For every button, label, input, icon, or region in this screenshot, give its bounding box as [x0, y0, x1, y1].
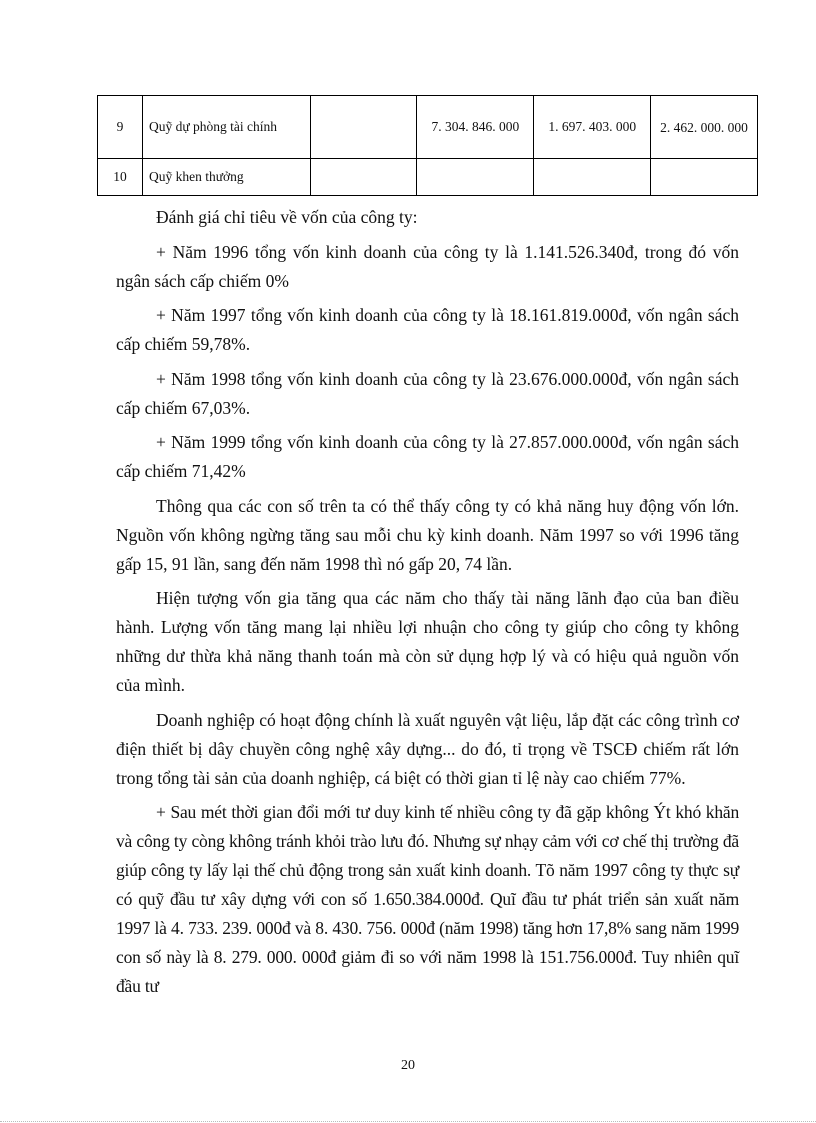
row-value-1: 7. 304. 846. 000 [417, 96, 534, 159]
paragraph-1996: + Năm 1996 tổng vốn kinh doanh của công ty là 1.141.526.340đ, trong đó vốn ngân sách cấp chiếm 0% [116, 241, 739, 291]
table-row [98, 96, 758, 159]
paragraph-fixed-assets: Doanh nghiệp có hoạt động chính là xuất nguyên vật liệu, lắp đặt các công trình cơ điện thiết bị dây chuyền công nghệ xây dựng... do đó, tỉ trọng về TSCĐ chiếm rất lớn trong tổng tài sản của doanh nghiệp, cá biệt có thời gian tỉ lệ này cao chiếm 77%. [116, 709, 739, 788]
row-value-3: 2. 462. 000. 000 [651, 96, 758, 159]
body-text [116, 203, 739, 1007]
row-cell-empty [310, 159, 417, 196]
row-item-name: Quỹ dự phòng tài chính [142, 96, 310, 159]
row-cell-empty [310, 96, 417, 159]
row-value-3 [651, 159, 758, 196]
row-number: 9 [98, 96, 143, 159]
paragraph-1999: + Năm 1999 tổng vốn kinh doanh của công ty là 27.857.000.000đ, vốn ngân sách cấp chiếm 71,42% [116, 432, 739, 481]
page-bottom-divider [0, 1121, 816, 1122]
paragraph-capital-growth: Hiện tượng vốn gia tăng qua các năm cho thấy tài năng lãnh đạo của ban điều hành. Lượng vốn tăng mang lại nhiều lợi nhuận cho công ty giúp cho công ty không những dư thừa khả năng thanh toán mà còn sử dụng hợp lý và có hiệu quả nguồn vốn của mình. [116, 588, 739, 695]
paragraph-1998: + Năm 1998 tổng vốn kinh doanh của công ty là 23.676.000.000đ, vốn ngân sách cấp chiếm 67,03%. [116, 368, 739, 418]
page-number: 20 [401, 1058, 415, 1073]
row-item-name: Quỹ khen thưởng [142, 159, 310, 196]
table-row [98, 159, 758, 196]
row-value-1 [417, 159, 534, 196]
paragraph-capital-mobilization: Thông qua các con số trên ta có thể thấy công ty có khả năng huy động vốn lớn. Nguồn vốn không ngừng tăng sau mỗi chu kỳ kinh doanh. Năm 1997 so với 1996 tăng gấp 15, 91 lần, sang đến năm 1998 thì nó gấp 20, 74 lần. [116, 495, 739, 574]
row-value-2 [534, 159, 651, 196]
row-number: 10 [98, 159, 143, 196]
section-heading: Đánh giá chỉ tiêu về vốn của công ty: [156, 207, 418, 227]
paragraph-1997: + Năm 1997 tổng vốn kinh doanh của công ty là 18.161.819.000đ, vốn ngân sách cấp chiếm 59,78%. [116, 305, 739, 354]
paragraph-investment-fund: + Sau mét thời gian đổi mới tư duy kinh tế nhiều công ty đã gặp không Ýt khó khăn và công ty còng không tránh khỏi trào lưu đó. Nhưng sự nhạy cảm với cơ chế thị trường đã giúp công ty lấy lại thế chủ động trong sản xuất kinh doanh. Tõ năm 1997 công ty thực sự có quỹ đầu tư xây dựng với con số 1.650.384.000đ. Quĩ đầu tư phát triển sản xuất năm 1997 là 4. 733. 239. 000đ và 8. 430. 756. 000đ (năm 1998) tăng hơn 17,8% sang năm 1999 con số này là 8. 279. 000. 000đ giảm đi so với năm 1998 là 151.756.000đ. Tuy nhiên quĩ đầu tư [116, 802, 739, 996]
row-value-2: 1. 697. 403. 000 [534, 96, 651, 159]
fund-table [97, 95, 758, 196]
